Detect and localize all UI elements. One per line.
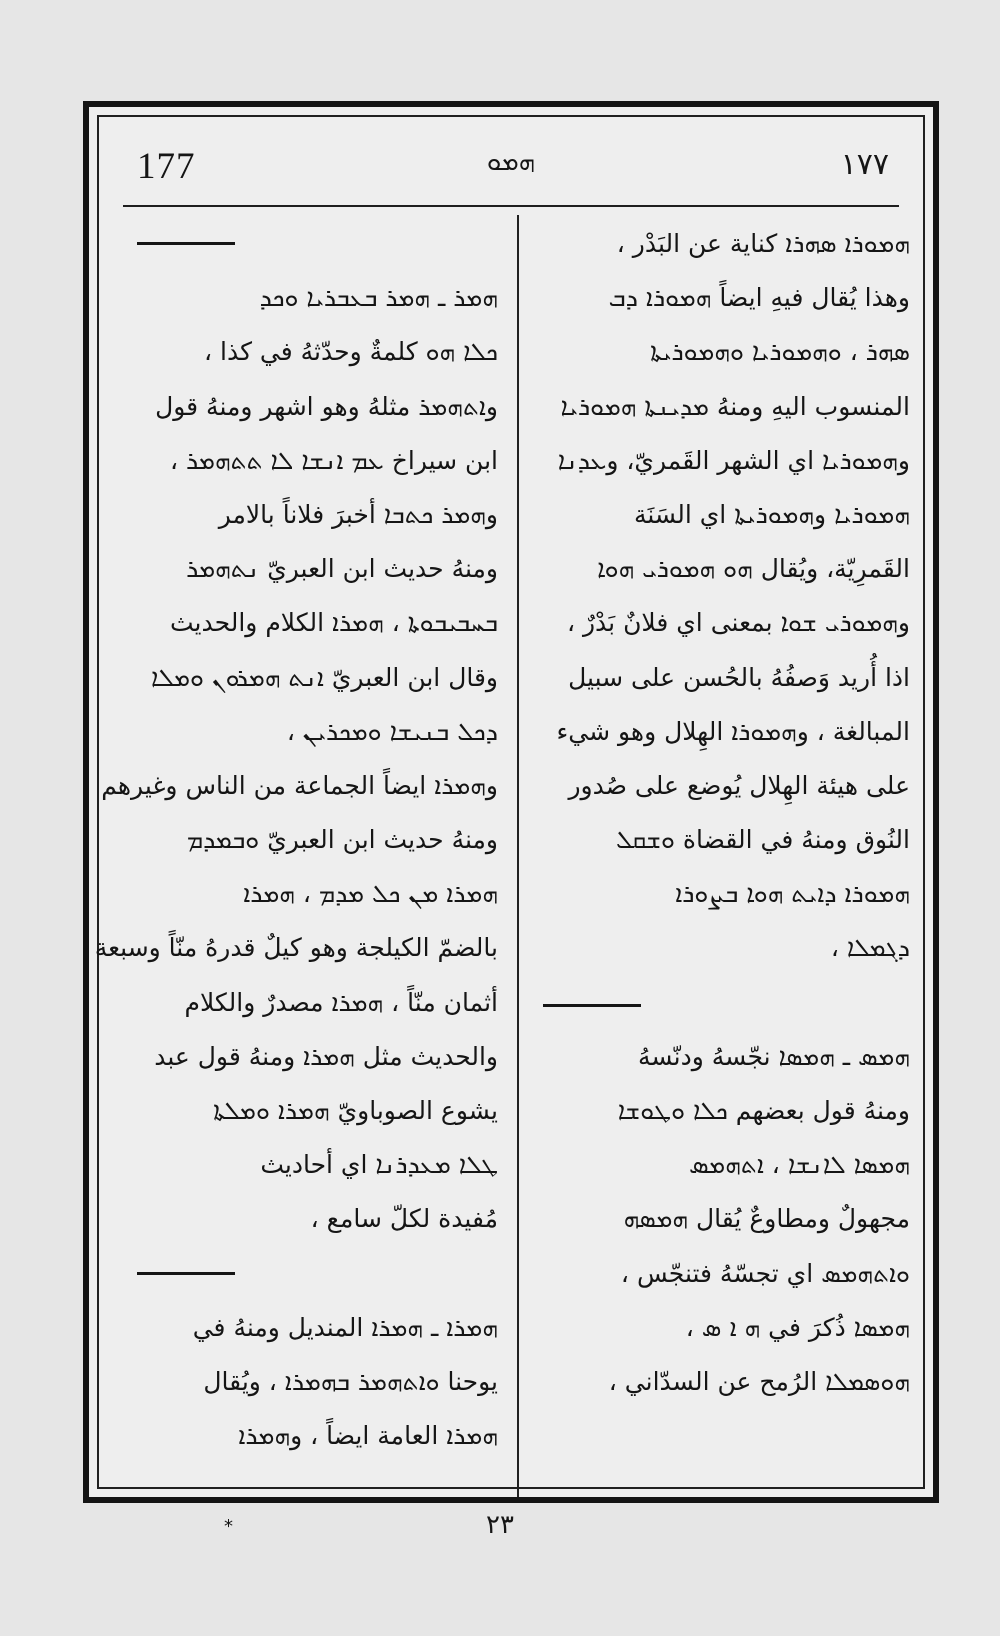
text-line: النُوق ومنهُ في القضاة ܘܫܩܠ [615,825,910,855]
text-line: يشوع الصوباويّ ܗܡܪܐ ܘܡܠܬܐ [213,1096,498,1125]
page-frame [83,101,939,1503]
text-line: ومنهُ حديث ابن العبريّ ܢܬܗܡܪ [186,554,498,584]
text-line: ومنهُ حديث ابن العبريّ ܘܒܡܕܡ [186,825,498,855]
text-line: على هيئة الهِلال يُوضع على صُدور [568,770,910,800]
text-line: ابن سيراخ ܥܡ ܐܢܫܐ ܠܐ ܬܬܗܡܪ ، [169,445,498,475]
text-line: وܐܬܗܡܪ مثلهُ وهو اشهر ومنهُ قول [155,391,498,421]
text-line: والحديث مثل ܗܡܪܐ ومنهُ قول عبد [154,1041,498,1071]
column-rule [517,215,519,1497]
text-line: المبالغة ، وܗܡܘܪܐ الهِلال وهو شيء [556,716,910,746]
text-line: ܗܡܪܐ العامة ايضاً ، وܗܡܪܐ [238,1421,498,1451]
text-line: ܗܡܪܐ ـ ܗܡܪܐ المنديل ومنهُ في [192,1312,498,1342]
signature-mark: ٢٣ [486,1510,514,1540]
text-line: ܗܡܪܐ ܡܢ ܟܠ ܡܕܡ ، ܗܡܪܐ [243,879,498,909]
text-line: وقال ابن العبريّ ܐܢܬ ܗܡܪܘܢ ܘܡܠܐ [151,662,498,692]
text-line: مجهولٌ ومطاوعٌ يُقال ܗܡܣܗ [623,1204,910,1234]
entry-separator [123,1247,498,1301]
text-line: وܗܡܪ ܟܬܒܐ أخبرَ فلاناً بالامر [218,499,498,529]
text-line: القَمرِيّة، ويُقال ܗܘ ܗܡܘܪܝ ܗܘܐ [597,554,910,584]
text-line: ܗܡܣܐ ܠܐܢܫܐ ، ܐܬܗܡܣ [688,1150,910,1180]
text-line: وܗܡܪܐ ايضاً الجماعة من الناس وغيرهم [101,770,498,800]
text-line: ܕܟܠ ܒܢܝܫܐ ܘܡܟܪܝܢ ، [286,716,498,746]
page-header [125,145,897,195]
entry-separator [535,976,910,1030]
text-line: ܘܐܬܗܡܣ اي تجسّهُ فتنجّس ، [620,1258,910,1288]
text-line: ܣܗܪ ، ܘܗܡܘܪܝܐ ܘܗܡܘܪܝܬܐ [650,337,910,367]
text-line: ܗܡܣ ـ ܗܡܣܐ نجّسهُ ودنّسهُ [637,1041,910,1071]
text-line: ܗܡܘܪܐ ܣܗܪܐ كناية عن البَدْر ، [616,229,910,258]
text-line: ܗܘܣܡܠܐ الرُمح عن السدّاني ، [608,1366,910,1396]
text-line: بالضمّ الكيلجة وهو كيلٌ قدرهُ منّاً وسبعة [94,933,498,963]
text-line: وهذا يُقال فيهِ ايضاً ܗܡܘܪܐ ܕܒ [608,283,910,313]
header-rule [123,205,899,207]
footer-star: * [224,1516,233,1537]
text-line: اذا أُريد وَصفُهُ بالحُسن على سبيل [568,662,910,692]
left-column [94,217,498,1463]
text-line: ܗܡܪ ـ ܗܡܪ ܒܥܒܪܝܐ ܘܟܕ [259,283,498,313]
right-column [535,217,910,1409]
text-line: يوحنا ܘܐܬܗܡܪ ܒܗܡܪܐ ، ويُقال [203,1366,498,1396]
text-line: ܗܡܘܪܐ ܕܐܝܬ ܗܘܐ ܒܨܘܪܐ [675,879,910,909]
text-line: المنسوب اليهِ ومنهُ ܡܕܝܢܬܐ ܗܡܘܪܝܐ [560,391,910,421]
text-line: ܛܠܐ ܡܥܕܪܢܐ اي أحاديث [260,1150,498,1180]
text-line: أثمان منّاً ، ܗܡܪܐ مصدرٌ والكلام [184,987,498,1017]
text-line: ܕܓܡܠܐ ، [830,933,910,963]
running-head: ܗܡܘ [486,147,536,177]
text-line: ܗܡܣܐ ذُكرَ في ܗ ܐ ܣ ، [685,1312,910,1342]
text-line: ܗܡܘܪܝܐ وܗܡܘܪܝܬܐ اي السَنَة [633,499,910,529]
page-number-arabic: ١٧٧ [840,147,889,182]
text-line: ܟܠܐ ܗܘ كلمةٌ وحدّثهُ في كذا ، [203,337,498,367]
entry-separator [123,217,498,271]
text-line: وܗܡܘܪܝܐ اي الشهر القَمريّ، وܥܕܢܐ [557,445,910,475]
text-line: مُفيدة لكلّ سامع ، [310,1204,498,1234]
text-line: وܗܡܘܪܝ ܫܘܐ بمعنى اي فلانٌ بَدْرٌ ، [566,608,910,638]
text-line: ܒܚܒܝܒܘܬܐ ، ܗܡܪܐ الكلام والحديث [169,608,498,638]
text-line: ومنهُ قول بعضهم ܟܠܐ ܘܛܘܫܐ [617,1096,910,1125]
page-number-latin: 177 [137,146,196,187]
